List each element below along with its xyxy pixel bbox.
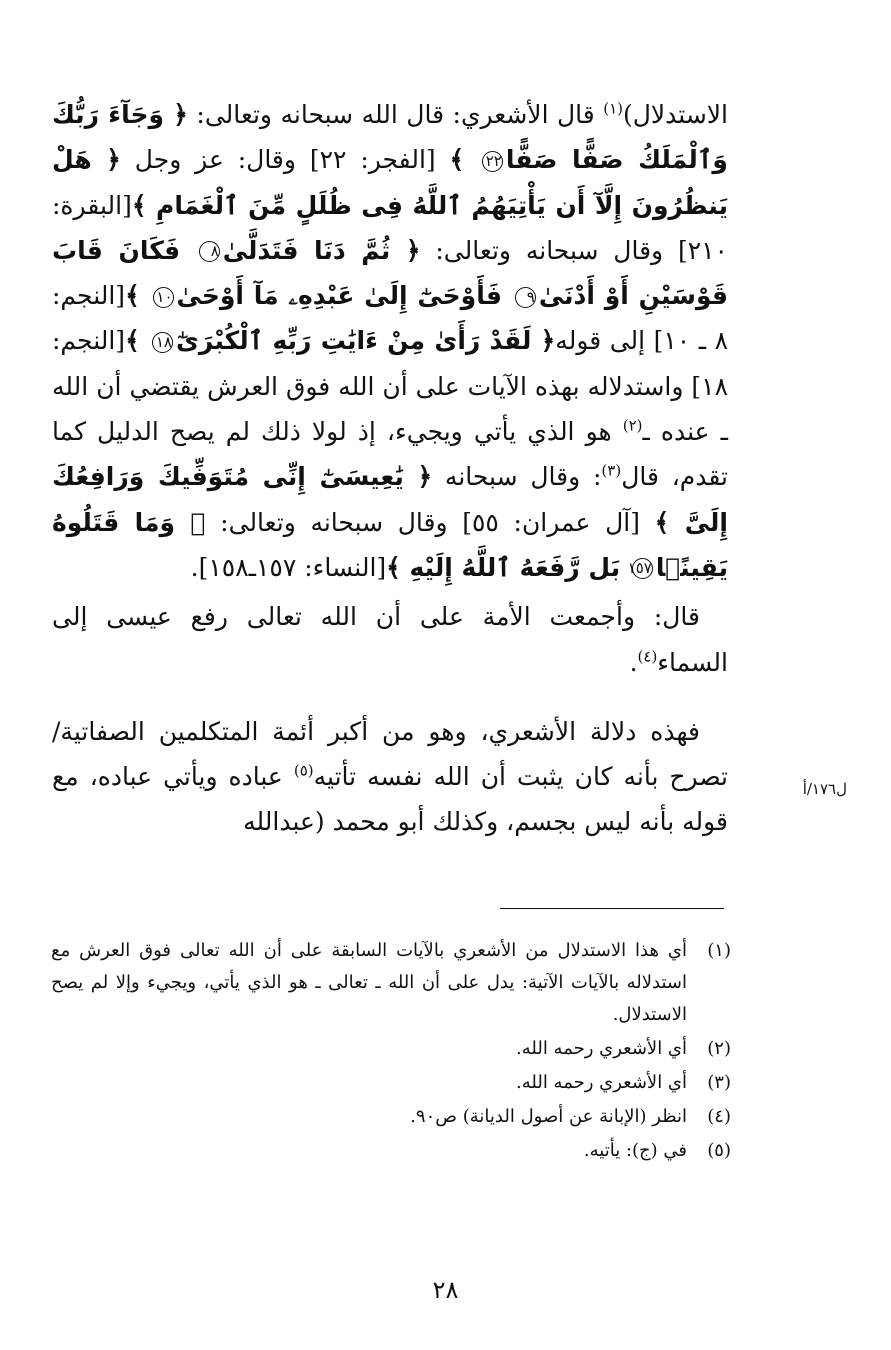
manuscript-folio-note: ل١٧٦/أ (802, 780, 847, 798)
ayah-number-marker: ٩ (515, 287, 536, 308)
footnote-number: (٢) (707, 1038, 731, 1059)
verse-text: بَل رَّفَعَهُ ٱللَّهُ إِلَيْهِ ﴾ (386, 552, 629, 582)
footnote-text: انظر (الإبانة عن أصول الديانة) ص٩٠. (410, 1106, 687, 1127)
footnote-item (51, 1067, 731, 1099)
footnote-text: أي الأشعري رحمه الله. (516, 1038, 687, 1059)
verse-text: ﴿ لَقَدْ رَأَىٰ مِنْ ءَايَٰتِ رَبِّهِ ٱلْكُبْرَىٰٓ (175, 326, 556, 356)
footnote-divider (500, 908, 724, 909)
text-span: [النجم: ٨ ـ ١٠] إلى قوله (52, 281, 728, 356)
quran-verse-najm-18 (125, 326, 555, 355)
footnote-item (51, 935, 731, 1031)
text-span: : وقال سبحانه (432, 462, 602, 492)
text-span: [النجم: ١٨] واستدلاله بهذه الآيات على أن الله فوق العرش يقتضي أن الله ـ عنده ـ (52, 326, 728, 447)
text-span: [الفجر: ٢٢] وقال: عز وجل (120, 145, 450, 175)
footnote-ref-2: (٢) (622, 416, 643, 435)
footnote-ref-3: (٣) (601, 462, 622, 481)
footnote-number: (١) (707, 940, 731, 961)
paragraph-spacer (52, 685, 728, 709)
footnote-text: أي الأشعري رحمه الله. (516, 1072, 687, 1093)
text-span: قال الأشعري: قال الله سبحانه وتعالى: (187, 100, 604, 129)
text-span: هو الذي يأتي ويجيء، إذ لولا ذلك لم يصح الدليل كما تقدم، قال (52, 417, 729, 492)
footnote-text: أي هذا الاستدلال من الأشعري بالآيات السابقة على أن الله تعالى فوق العرش مع استدلاله بالآيات الآتية: يدل على أن الله ـ تعالى ـ هو الذي يأتي، ويجيء وإلا لم يصح الاستدلال. (51, 940, 687, 1025)
verse-text: ﴿ ثُمَّ دَنَا فَتَدَلَّىٰ (222, 235, 421, 265)
footnotes (51, 935, 731, 1169)
verse-bracket: ﴾ (125, 281, 150, 311)
paragraph-1 (52, 92, 728, 590)
text-span: [البقرة: ٢١٠] وقال سبحانه وتعالى: (52, 190, 728, 265)
verse-bracket: ﴾ (449, 145, 479, 175)
ayah-number-marker: ١٥٧ (627, 559, 652, 578)
main-text (52, 92, 728, 845)
text-span: فهذه دلالة الأشعري، وهو من أكبر أئمة المتكلمين الصفاتية/ تصرح بأنه كان يثبت أن الله نفسه تأتيه (52, 716, 728, 792)
page-number: ٢٨ (432, 1276, 459, 1304)
ayah-number-marker: ٨ (199, 241, 220, 262)
verse-text: ﴿ وَجَآءَ رَبُّكَ وَٱلْمَلَكُ صَفًّا صَفًّا (52, 100, 728, 175)
text-span: [النساء: ١٥٧ـ١٥٨]. (190, 552, 387, 582)
ayah-number-marker: ١٠ (153, 287, 174, 308)
ayah-number-marker: ١٨ (152, 332, 173, 353)
ayah-number-marker: ٢٢ (482, 151, 503, 172)
verse-bracket: ﴾ (125, 326, 149, 356)
footnote-ref-1: (١) (603, 99, 623, 118)
footnote-item (51, 1135, 731, 1167)
text-span: الاستدلال) (623, 100, 728, 129)
paragraph-2 (52, 594, 728, 685)
verse-text: فَأَوْحَىٰٓ إِلَىٰ عَبْدِهِۦ مَآ أَوْحَىٰ (176, 281, 512, 311)
footnote-ref-4: (٤) (637, 647, 658, 666)
text-span: عباده ويأتي عباده، مع قوله بأنه ليس بجسم، وكذلك أبو محمد (عبدالله (52, 762, 728, 837)
verse-text: ﴿ وَمَا قَتَلُوهُ يَقِينًۢا (52, 507, 728, 582)
footnote-number: (٣) (707, 1072, 731, 1093)
footnote-item (51, 1033, 731, 1065)
footnote-text: في (ج): يأتيه. (583, 1140, 687, 1161)
paragraph-3 (52, 709, 728, 845)
text-span: [آل عمران: ٥٥] وقال سبحانه وتعالى: (205, 507, 655, 537)
text-span: . (629, 647, 638, 677)
text-span: قال: وأجمعت الأمة على أن الله تعالى رفع عيسى إلى السماء (52, 602, 728, 677)
footnote-item (51, 1101, 731, 1133)
quran-verse-al-imran: ﴿ يَٰعِيسَىٰٓ إِنِّى مُتَوَفِّيكَ وَرَافِعُكَ إِلَىَّ ﴾ (52, 462, 728, 537)
quran-verse-baqara: ﴿ هَلْ يَنظُرُونَ إِلَّآ أَن يَأْتِيَهُمُ ٱللَّهُ فِى ظُلَلٍ مِّنَ ٱلْغَمَامِ ﴾ (52, 145, 728, 220)
footnote-number: (٤) (707, 1106, 731, 1127)
verse-text: فَكَانَ قَابَ قَوْسَيْنِ أَوْ أَدْنَىٰ (52, 235, 728, 311)
footnote-number: (٥) (707, 1140, 731, 1161)
footnote-ref-5: (٥) (293, 761, 314, 780)
